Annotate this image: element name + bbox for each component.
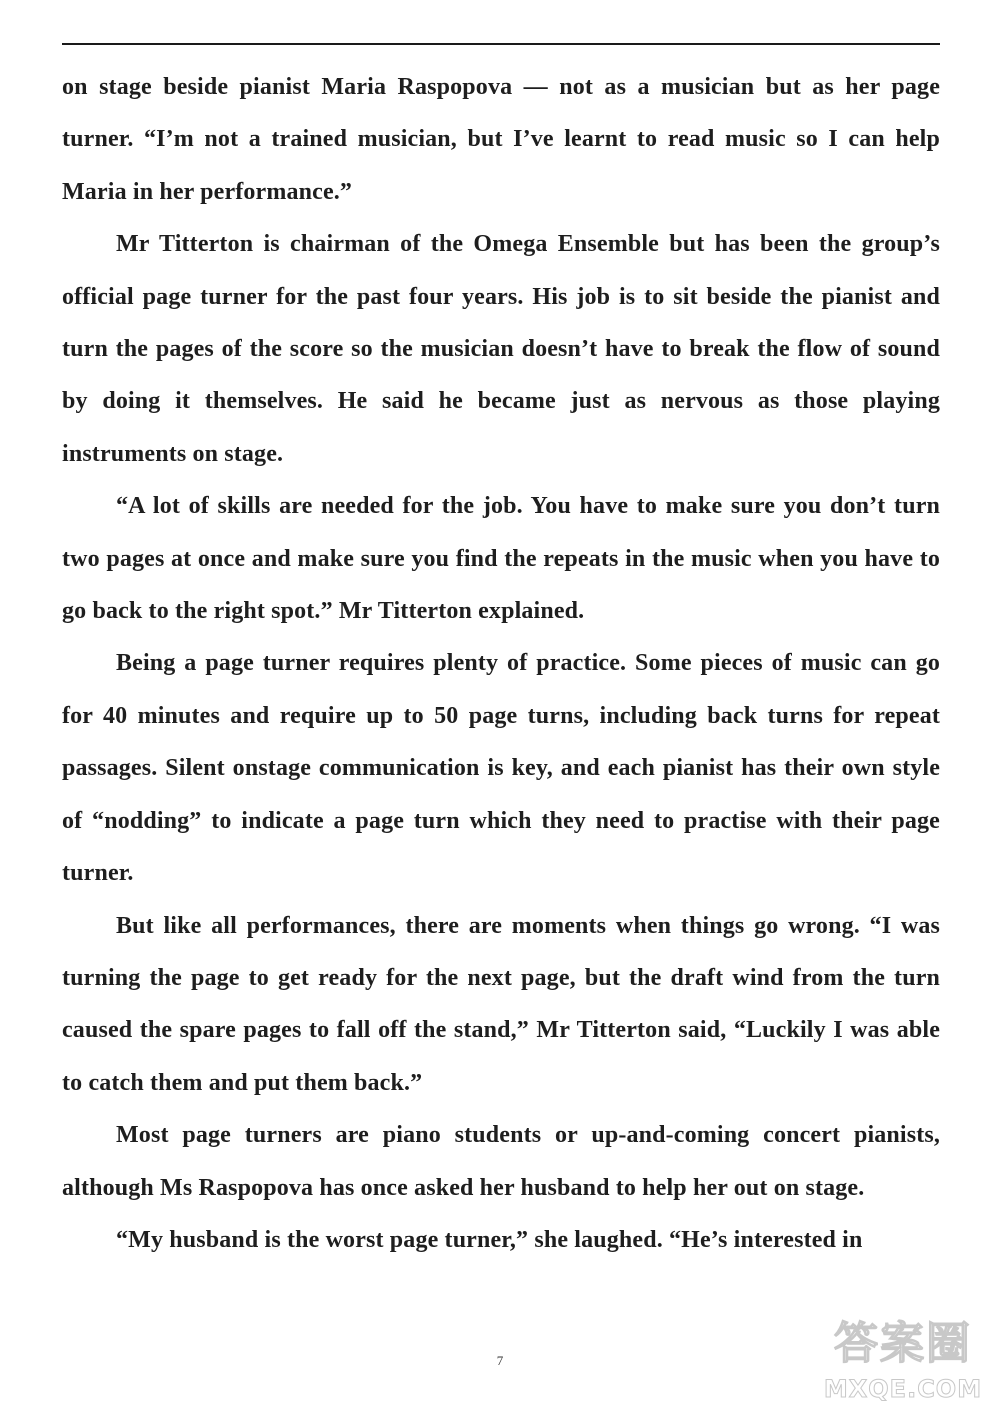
paragraph: Mr Titterton is chairman of the Omega Ensemble but has been the group’s official page turner for the past four years. His job is to sit beside the pianist and turn the pages of the score so the musician doesn’t have to break the flow of sound by doing it themselves. He said he became just as nervous as those playing instruments on stage. bbox=[62, 231, 940, 467]
header-rule bbox=[62, 43, 940, 45]
paragraph: “A lot of skills are needed for the job. You have to make sure you don’t turn two pages at once and make sure you find the repeats in the music when you have to go back to the right spot.” Mr Titterton explained. bbox=[62, 493, 940, 625]
watermark-logo bbox=[818, 1318, 988, 1410]
page-number: 7 bbox=[496, 1353, 504, 1368]
paragraph-last: “My husband is the worst page turner,” she laughed. “He’s interested in bbox=[116, 1226, 863, 1253]
paragraph: Being a page turner requires plenty of practice. Some pieces of music can go for 40 minutes and require up to 50 page turns, including back turns for repeat passages. Silent onstage communication is key, and each pianist has their own style of “nodding” to indicate a page turn which they need to practise with their page turner. bbox=[62, 650, 940, 887]
paragraph-continued: on stage beside pianist Maria Raspopova — not as a musician but as her page turner. “I’m not a trained musician, but I’ve learnt to read music so I can help Maria in her performance.” bbox=[62, 74, 940, 205]
watermark-url: MXQE.COM bbox=[823, 1375, 983, 1403]
article-body bbox=[62, 61, 940, 1266]
paragraph: Most page turners are piano students or up-and-coming concert pianists, although Ms Raspopova has once asked her husband to help her out on stage. bbox=[62, 1122, 940, 1201]
paragraph: But like all performances, there are moments when things go wrong. “I was turning the page to get ready for the next page, but the draft wind from the turn caused the spare pages to fall off the stand,” Mr Titterton said, “Luckily I was able to catch them and put them back.” bbox=[62, 912, 940, 1096]
watermark-text: 答案圈 bbox=[834, 1318, 972, 1369]
